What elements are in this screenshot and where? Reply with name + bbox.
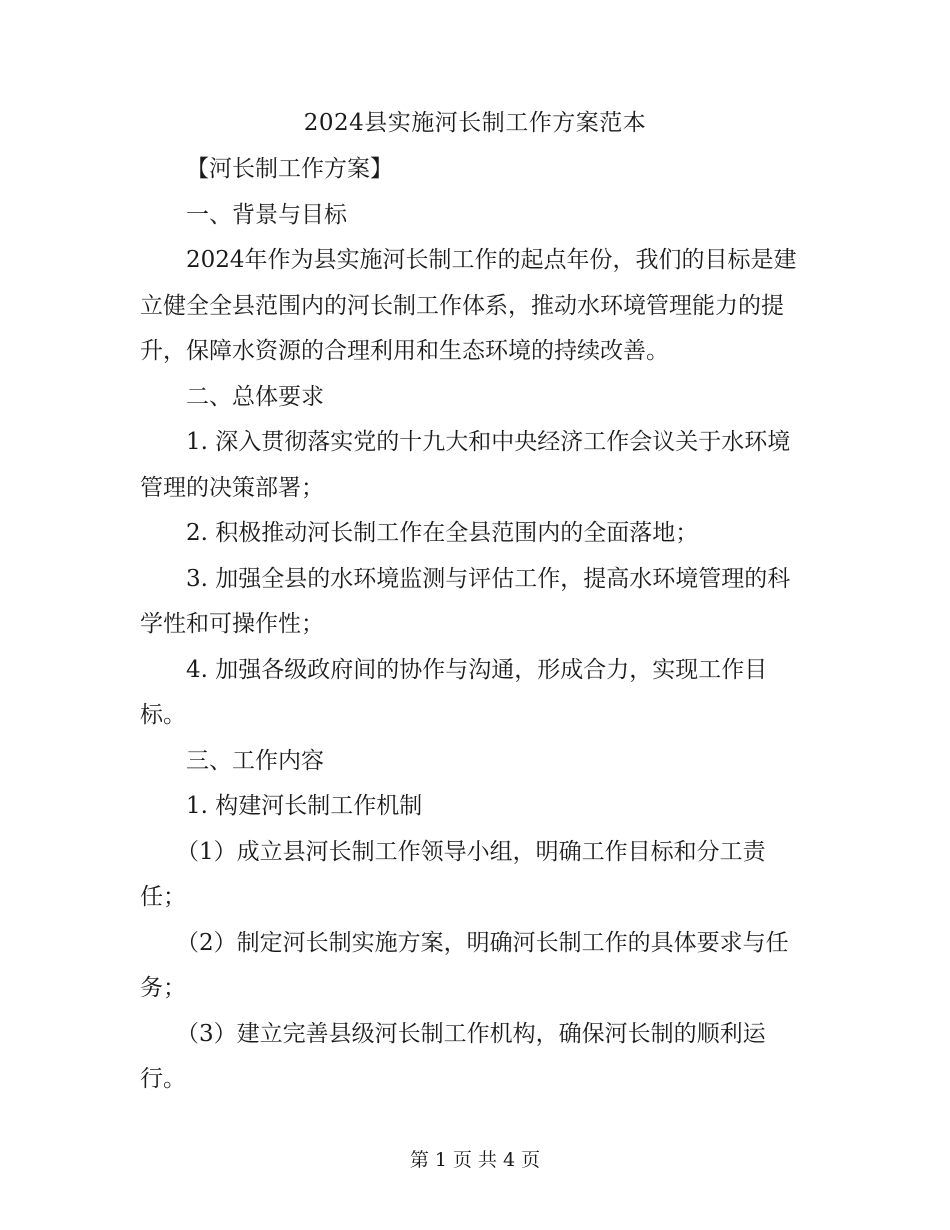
section-heading-background: 一、背景与目标 [186, 201, 347, 228]
list-item-mechanism-3: （3）建立完善县级河长制工作机构，确保河长制的顺利运行。 [140, 1020, 766, 1092]
document-body [140, 147, 810, 1103]
section-heading-content: 三、工作内容 [186, 747, 324, 774]
list-item-mechanism-2: （2）制定河长制实施方案，明确河长制工作的具体要求与任务； [140, 929, 789, 1001]
paragraph-background: 2024年作为县实施河长制工作的起点年份，我们的目标是建立健全全县范围内的河长制工作体系，推动水环境管理能力的提升，保障水资源的合理利用和生态环境的持续改善。 [140, 247, 797, 364]
subheading-mechanism: 1. 构建河长制工作机制 [186, 793, 423, 819]
document-title: 2024县实施河长制工作方案范本 [303, 110, 647, 136]
list-item-requirement-2: 2. 积极推动河长制工作在全县范围内的全面落地； [186, 520, 699, 546]
list-item-mechanism-1: （1）成立县河长制工作领导小组，明确工作目标和分工责任； [140, 838, 766, 910]
section-heading-requirements: 二、总体要求 [186, 383, 324, 410]
section-heading-bracket: 【河长制工作方案】 [186, 156, 393, 182]
list-item-requirement-4: 4. 加强各级政府间的协作与沟通，形成合力，实现工作目标。 [140, 656, 768, 728]
page-number-footer: 第 1 页 共 4 页 [409, 1149, 541, 1171]
list-item-requirement-3: 3. 加强全县的水环境监测与评估工作，提高水环境管理的科学性和可操作性； [140, 565, 791, 637]
list-item-requirement-1: 1. 深入贯彻落实党的十九大和中央经济工作会议关于水环境管理的决策部署； [140, 429, 791, 501]
